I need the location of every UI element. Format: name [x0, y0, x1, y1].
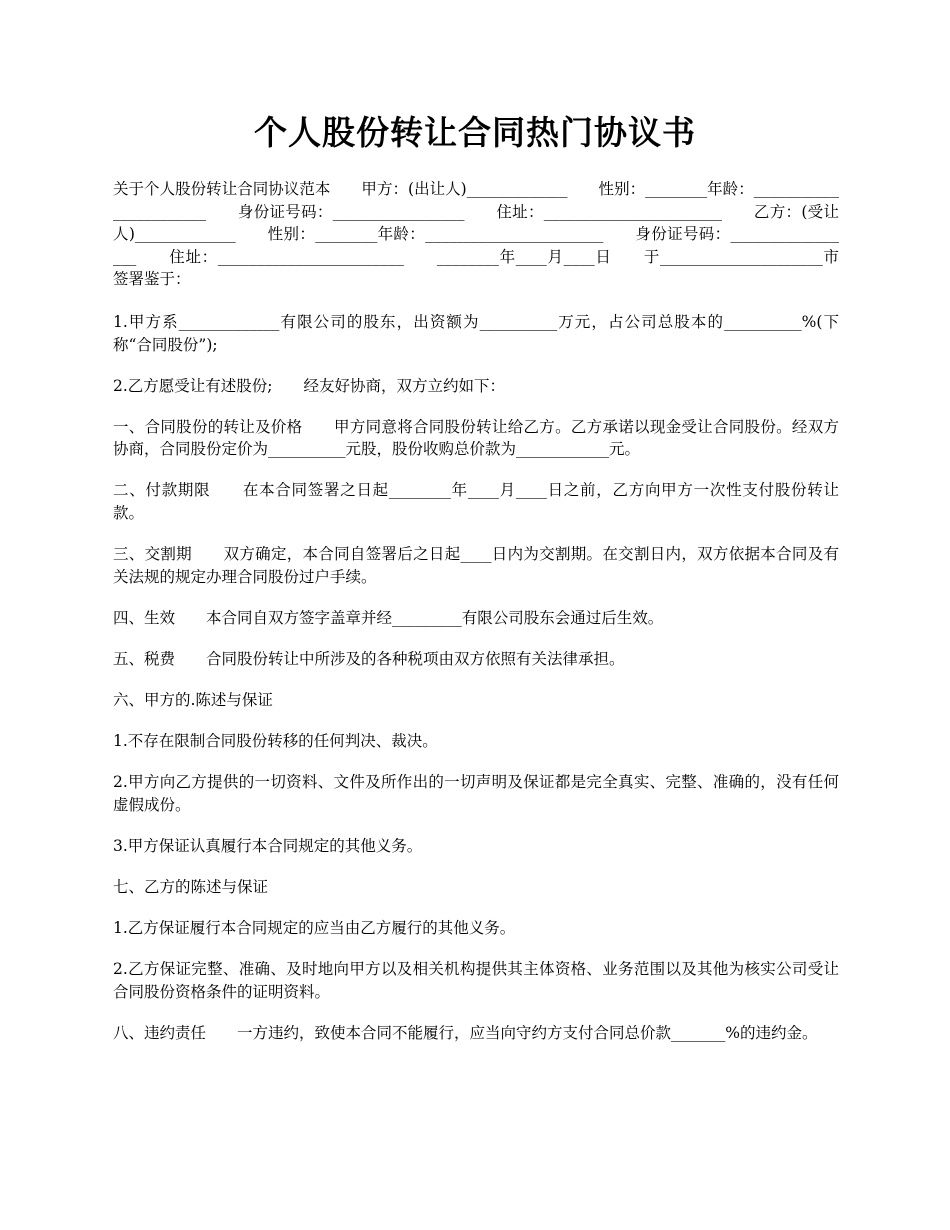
clause-paragraph: 1.不存在限制合同股份转移的任何判决、裁决。 [113, 732, 438, 751]
clause-paragraph: 2.乙方愿受让有述股份; 经友好协商，双方立约如下： [113, 376, 506, 395]
clause-paragraph: 八、违约责任 一方违约，致使本合同不能履行，应当向守约方支付合同总价款_______%的违约金。 [113, 1023, 818, 1042]
section-heading: 七、乙方的陈述与保证 [113, 877, 269, 896]
section-heading: 六、甲方的.陈述与保证 [113, 691, 273, 709]
document-title: 个人股份转让合同热门协议书 [254, 113, 696, 152]
clause-paragraph: 三、交割期 双方确定，本合同自签署后之日起____日内为交割期。在交割日内，双方依据本合同及有关法规的规定办理合同股份过户手续。 [113, 545, 839, 586]
clause-paragraph: 二、付款期限 在本合同签署之日起________年____月____日之前，乙方向甲方一次性支付股份转让款。 [113, 481, 839, 523]
intro-paragraph: 关于个人股份转让合同协议范本 甲方：(出让人)_____________ 性别：________年龄：_______________________ 身份证号码：_________________ 住址：_______________________ 乙方：(受让人)_____________ 性别：________年龄：_______________________ 身份证号码：_________________ 住址：________________________ ________年____月____日 于_____________________市签署鉴于： [113, 180, 839, 289]
clause-paragraph: 一、合同股份的转让及价格 甲方同意将合同股份转让给乙方。乙方承诺以现金受让合同股份。经双方协商，合同股份定价为__________元股，股份收购总价款为____________元。 [113, 417, 839, 459]
clause-paragraph: 五、税费 合同股份转让中所涉及的各种税项由双方依照有关法律承担。 [113, 649, 625, 668]
clause-paragraph: 1.甲方系_____________有限公司的股东，出资额为__________万元，占公司总股本的__________%(下称“合同股份”); [113, 312, 839, 354]
clause-paragraph: 1.乙方保证履行本合同规定的应当由乙方履行的其他义务。 [113, 919, 516, 938]
document-body [113, 178, 839, 1063]
clause-paragraph: 2.甲方向乙方提供的一切资料、文件及所作出的一切声明及保证都是完全真实、完整、准确的，没有任何虚假成份。 [113, 773, 839, 814]
clause-paragraph: 2.乙方保证完整、准确、及时地向甲方以及相关机构提供其主体资格、业务范围以及其他为核实公司受让合同股份资格条件的证明资料。 [113, 960, 839, 1001]
clause-paragraph: 3.甲方保证认真履行本合同规定的其他义务。 [113, 836, 423, 855]
clause-paragraph: 四、生效 本合同自双方签字盖章并经_________有限公司股东会通过后生效。 [113, 608, 664, 627]
